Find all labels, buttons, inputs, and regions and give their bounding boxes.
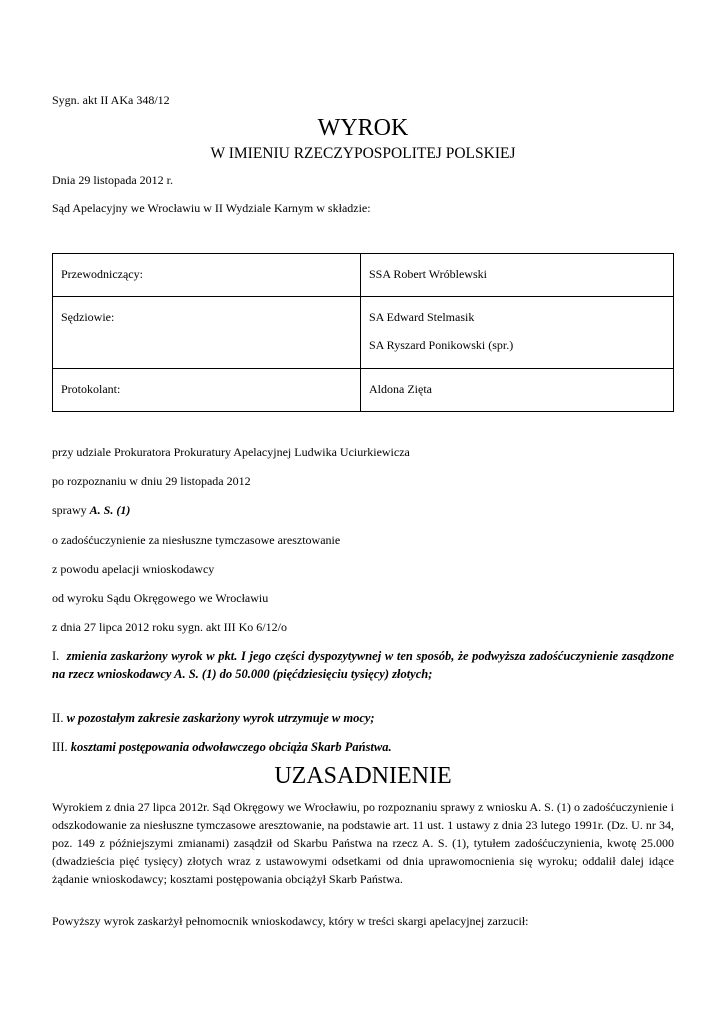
ruling-text: zmienia zaskarżony wyrok w pkt. I jego części dyspozytywnej w ten sposób, że podwyższa zadośćuczynienie zasądzone na rzecz wnioskodawcy A. S. (1) do 50.000 (pięćdziesięciu tysięcy) złotych; [52, 649, 675, 681]
ruling-numeral: I. [52, 649, 60, 663]
ruling-text: kosztami postępowania odwoławczego obciąża Skarb Państwa. [70, 740, 392, 754]
judges-label: Sędziowie: [61, 310, 115, 324]
document-heading: WYROK [317, 115, 409, 141]
justification-paragraph: Powyższy wyrok zaskarżył pełnomocnik wnioskodawcy, który w treści skargi apelacyjnej zarzucił: [52, 914, 529, 928]
clerk-value: Aldona Zięta [369, 382, 432, 396]
justification-heading: UZASADNIENIE [274, 763, 452, 789]
case-signature: Sygn. akt II AKa 348/12 [52, 93, 170, 107]
ruling-item-2 [52, 711, 375, 726]
case-line [52, 503, 130, 518]
judge-2: SA Ryszard Ponikowski (spr.) [369, 338, 514, 352]
prosecutor-line: przy udziale Prokuratora Prokuratury Apelacyjnej Ludwika Uciurkiewicza [52, 445, 410, 459]
document-subheading: W IMIENIU RZECZYPOSPOLITEJ POLSKIEJ [210, 145, 516, 162]
ruling-text: w pozostałym zakresie zaskarżony wyrok utrzymuje w mocy; [66, 711, 375, 725]
presiding-row [53, 254, 674, 297]
date-line: Dnia 29 listopada 2012 r. [52, 173, 173, 187]
court-line: Sąd Apelacyjny we Wrocławiu w II Wydziale Karnym w składzie: [52, 201, 371, 215]
judges-row [53, 297, 674, 369]
hearing-line: po rozpoznaniu w dniu 29 listopada 2012 [52, 474, 251, 488]
justification-paragraph: Wyrokiem z dnia 27 lipca 2012r. Sąd Okręgowy we Wrocławiu, po rozpoznaniu sprawy z wniosku A. S. (1) o zadośćuczynienie i odszkodowanie za niesłuszne tymczasowe aresztowanie, na podstawie art. 11 ust. 1 ustawy z dnia 23 lutego 1991r. (Dz. U. nr 34, poz. 149 z późniejszymi zmianami) zasądził od Skarbu Państwa na rzecz A. S. (1), tytułem zadośćuczynienia, kwotę 25.000 (dwadzieścia pięć tysięcy) złotych wraz z ustawowymi odsetkami od dnia uprawomocnienia się wyroku; oddalił dalej idące żądanie wnioskodawcy; kosztami postępowania obciążył Skarb Państwa. [52, 800, 674, 886]
clerk-row [53, 369, 674, 412]
judge-1: SA Edward Stelmasik [369, 310, 475, 324]
ruling-numeral: III. [52, 740, 68, 754]
ruling-numeral: II. [52, 711, 64, 725]
subject-line: o zadośćuczynienie za niesłuszne tymczasowe aresztowanie [52, 533, 341, 547]
ruling-item-3 [52, 740, 392, 755]
case-prefix: sprawy [52, 503, 87, 517]
presiding-value: SSA Robert Wróblewski [369, 267, 487, 281]
case-party: A. S. (1) [89, 503, 131, 517]
clerk-label: Protokolant: [61, 382, 121, 396]
judgment-date-line: z dnia 27 lipca 2012 roku sygn. akt III Ko 6/12/o [52, 620, 287, 634]
appeal-line: z powodu apelacji wnioskodawcy [52, 562, 215, 576]
court-composition-table [52, 253, 674, 412]
ruling-item-1 [52, 647, 674, 683]
judgment-origin-line: od wyroku Sądu Okręgowego we Wrocławiu [52, 591, 269, 605]
presiding-label: Przewodniczący: [61, 267, 143, 281]
